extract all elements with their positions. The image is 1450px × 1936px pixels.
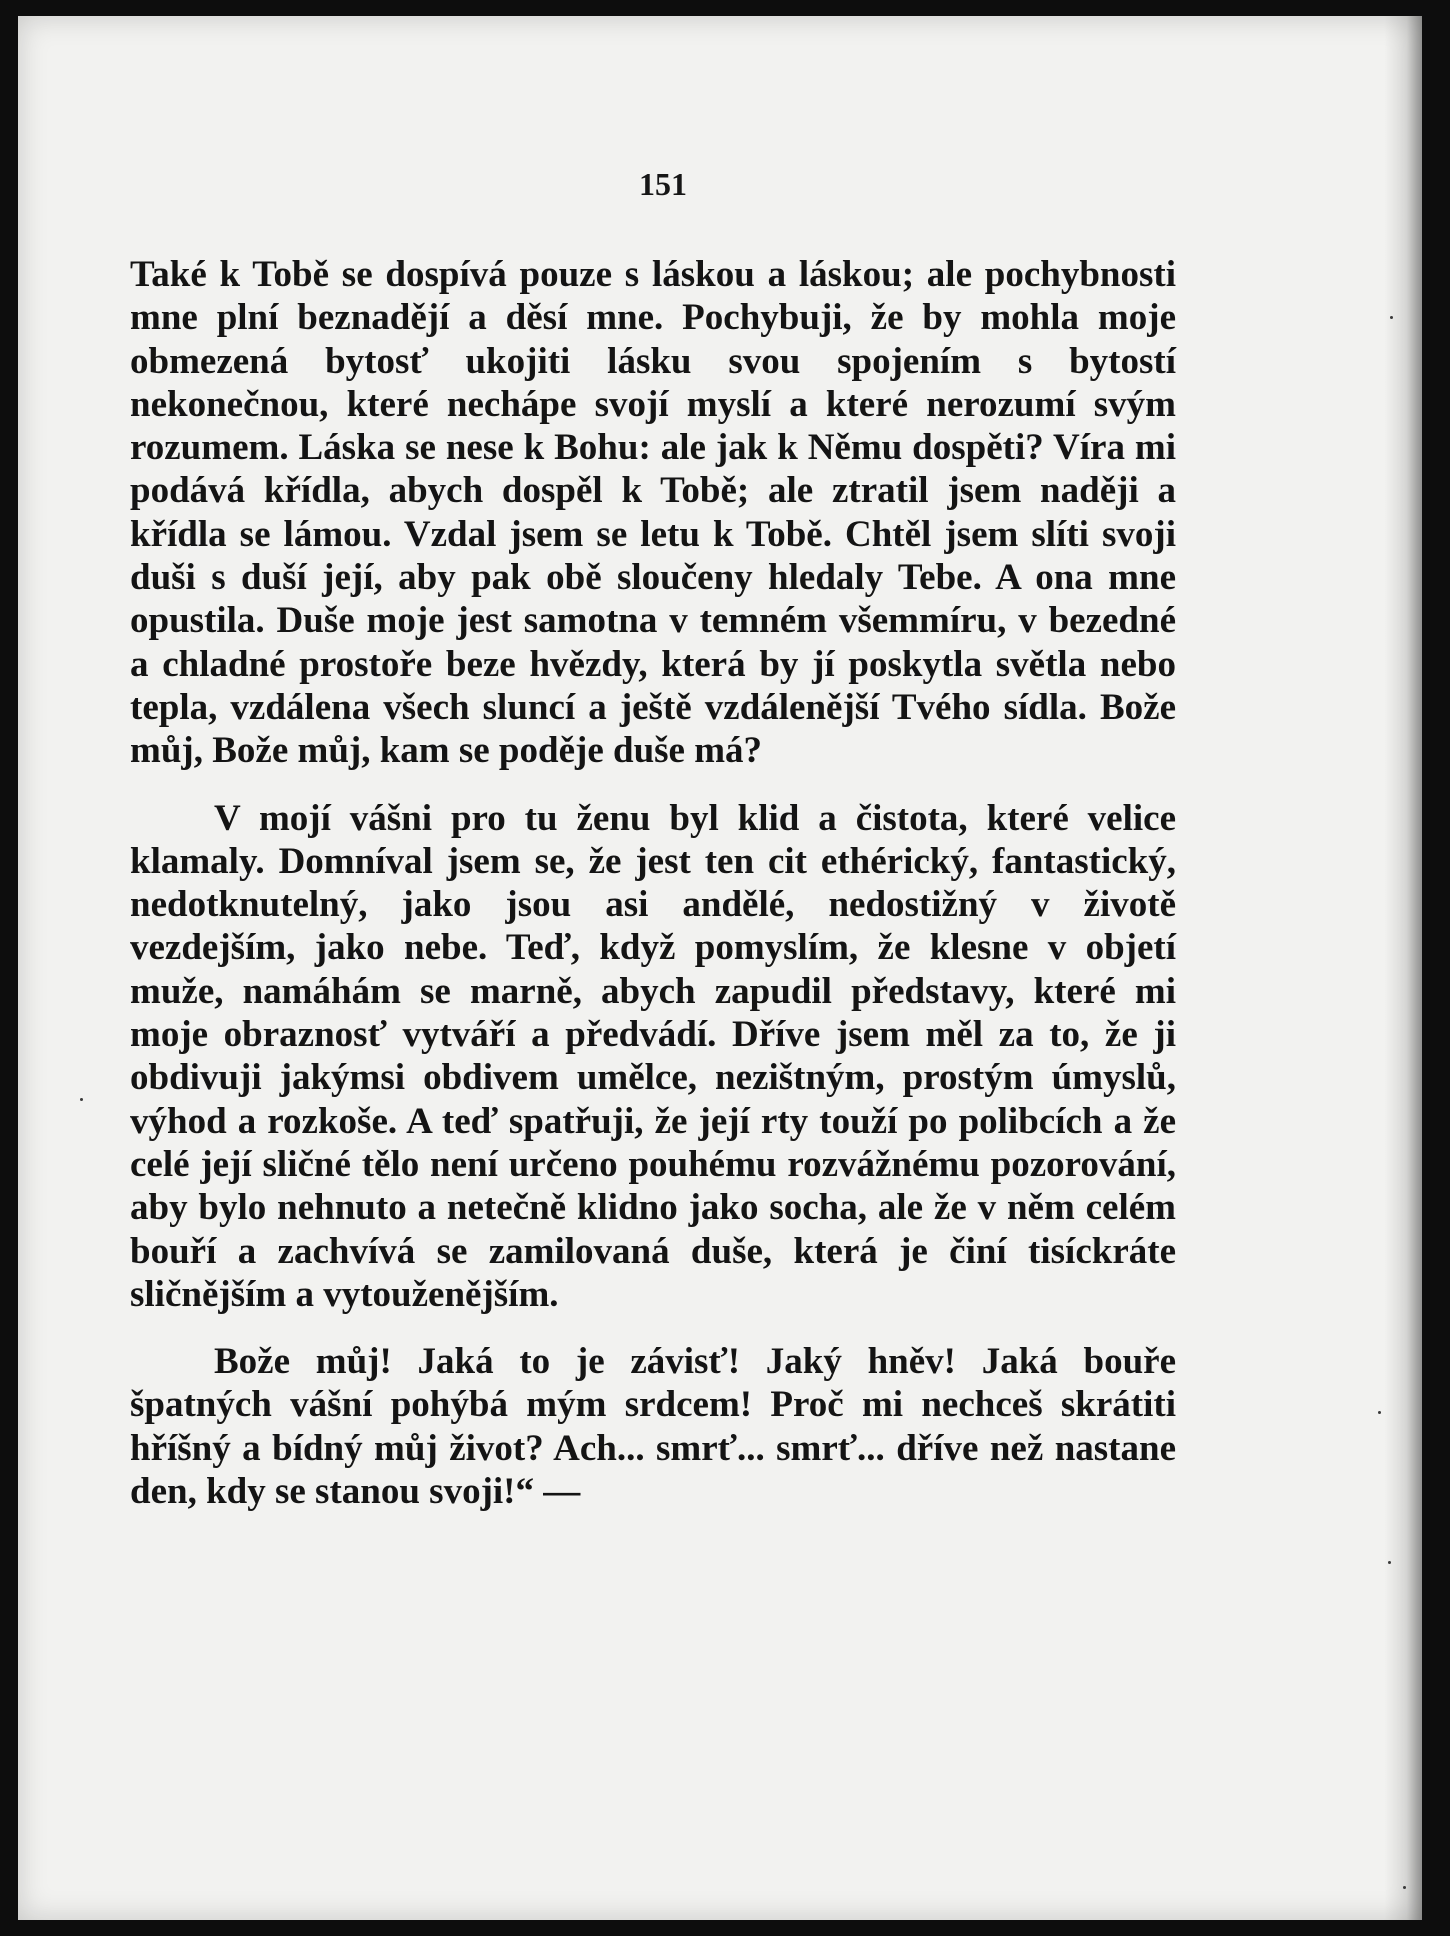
- page-edge-shadow: [1384, 16, 1422, 1920]
- scan-speck: [1403, 1886, 1406, 1889]
- page-number: 151: [639, 166, 687, 202]
- scan-speck: [1378, 1411, 1381, 1414]
- paragraph-2: V mojí vášni pro tu ženu byl klid a čistota, které velice klamaly. Domníval jsem se, že jest ten cit ethérický, fantastický, nedotknutelný, jako jsou asi andělé, nedostižný v životě vezdejším, jako nebe. Teď, když pomyslím, že klesne v objetí muže, namáhám se marně, abych zapudil představy, které mi moje obraznosť vytváří a předvádí. Dříve jsem měl za to, že ji obdivuji jakýmsi obdivem umělce, nezištným, prostým úmyslů, výhod a rozkoše. A teď spatřuji, že její rty touží po polibcích a že celé její sličné tělo není určeno pouhému rozvážnému pozorování, aby bylo nehnuto a netečně klidno jako socha, ale že v něm celém bouří a zachvívá se zamilovaná duše, která je činí tisíckráte sličnějším a vytouženějším.: [130, 797, 1176, 1315]
- book-page: [18, 16, 1422, 1920]
- body-text: [130, 253, 1176, 1513]
- paragraph-3: Bože můj! Jaká to je závisť! Jaký hněv! Jaká bouře špatných vášní pohýbá mým srdcem! Proč mi nechceš skrátiti hříšný a bídný můj život? Ach... smrť... smrť... dříve než nastane den, kdy se stanou svoji!“ —: [130, 1341, 1176, 1513]
- scan-speck: [1390, 316, 1393, 319]
- scan-speck: [1388, 1561, 1391, 1564]
- paragraph-1: Také k Tobě se dospívá pouze s láskou a láskou; ale pochybnosti mne plní beznadějí a děsí mne. Pochybuji, že by mohla moje obmezená bytosť ukojiti lásku svou spojením s bytostí nekonečnou, které nechápe svojí myslí a které nerozumí svým rozumem. Láska se nese k Bohu: ale jak k Němu dospěti? Víra mi podává křídla, abych dospěl k Tobě; ale ztratil jsem naději a křídla se lámou. Vzdal jsem se letu k Tobě. Chtěl jsem slíti svoji duši s duší její, aby pak obě sloučeny hledaly Tebe. A ona mne opustila. Duše moje jest samotna v temném všemmíru, v bezedné a chladné prostoře beze hvězdy, která by jí poskytla světla nebo tepla, vzdálena všech sluncí a ještě vzdálenější Tvého sídla. Bože můj, Bože můj, kam se poděje duše má?: [130, 254, 1176, 772]
- scan-speck: [80, 1098, 83, 1101]
